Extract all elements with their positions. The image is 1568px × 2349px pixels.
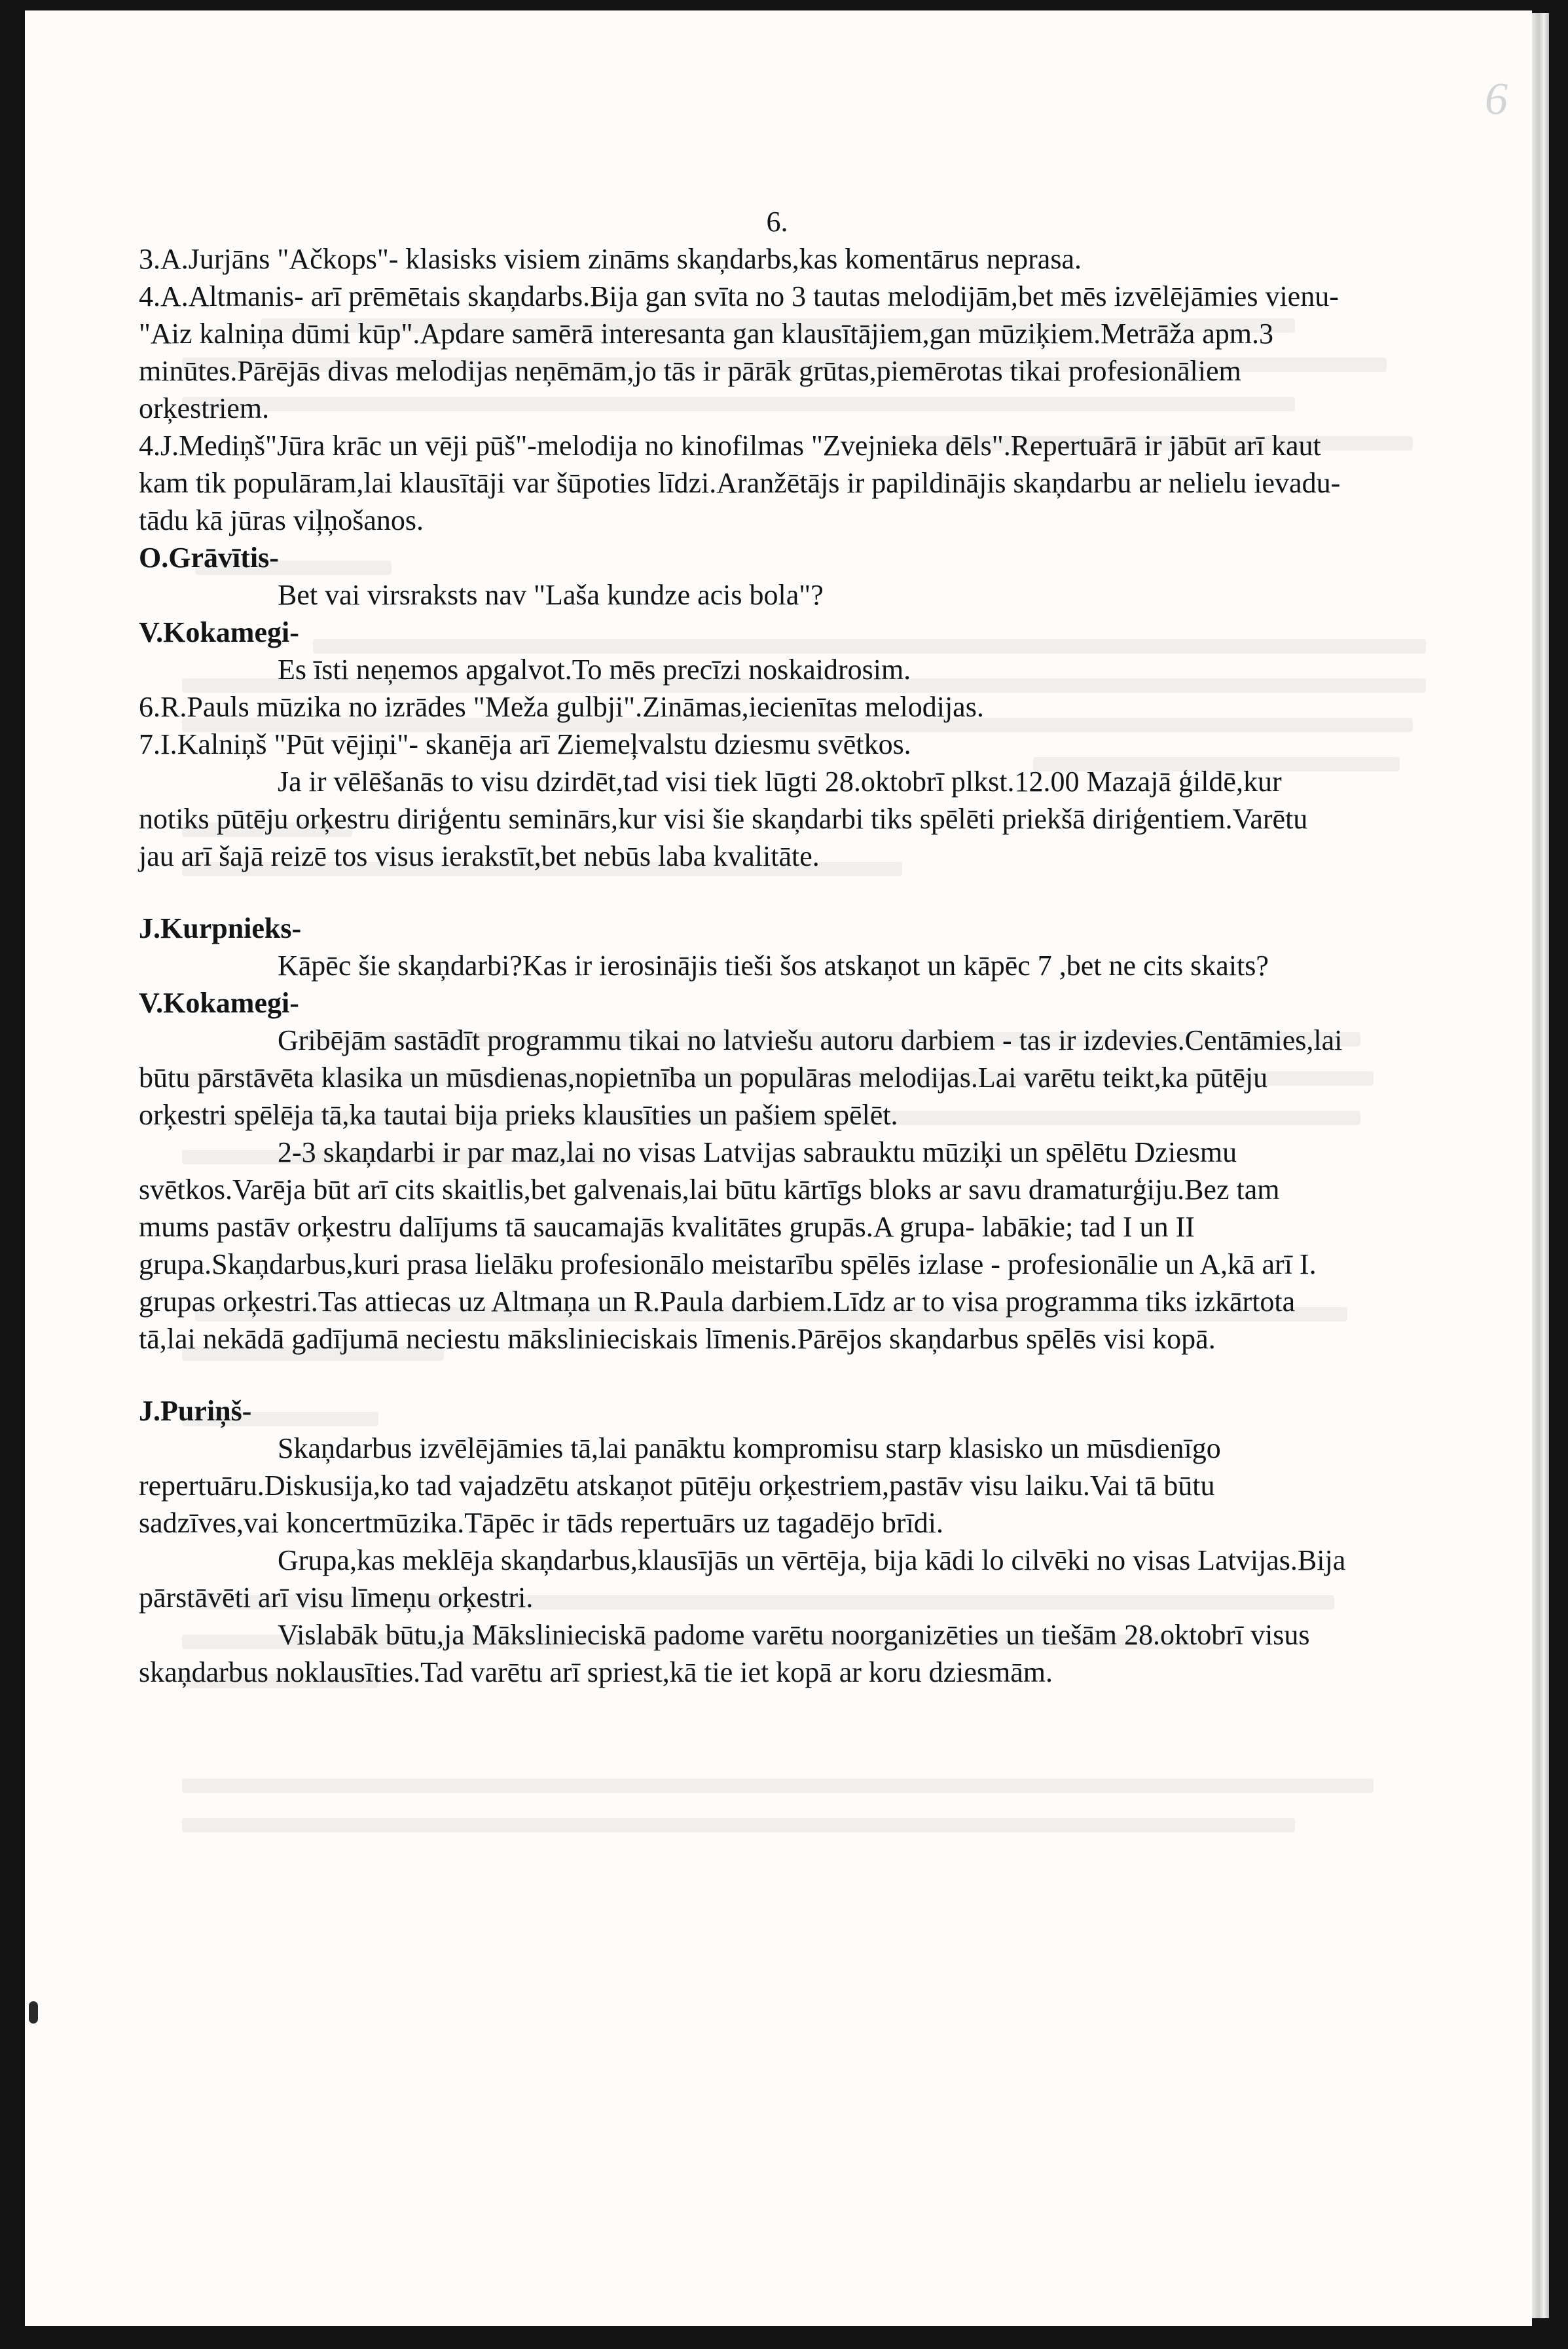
speaker-name: V.Kokamegi- xyxy=(139,987,299,1019)
item-paragraph: 3.A.Jurjāns "Ačkops"- klasisks visiem zināms skaņdarbs,kas komentārus neprasa. xyxy=(139,243,1082,275)
speaker-name: O.Grāvītis- xyxy=(139,542,279,574)
page-number: 6. xyxy=(766,206,788,238)
speech-paragraph: Gribējām sastādīt programmu tikai no latviešu autoru darbiem - tas ir izdevies.Centāmies,lai būtu pārstāvēta klasika un mūsdienas,nopietnība un populāras melodijas.Lai varētu teikt,ka pūtēju orķestri spēlēja tā,ka tautai bija prieks klausīties un pašiem spēlēt. xyxy=(139,1024,1343,1131)
speaker-name: J.Kurpnieks- xyxy=(139,912,302,944)
speech-paragraph: Bet vai virsraksts nav "Laša kundze acis bola"? xyxy=(278,579,824,611)
speech-paragraph: Skaņdarbus izvēlējāmies tā,lai panāktu kompromisu starp klasisko un mūsdienīgo repertuāru.Diskusija,ko tad vajadzētu atskaņot pūtēju orķestriem,pastāv visu laiku.Vai tā būtu sadzīves,vai koncertmūzika.Tāpēc ir tāds repertuārs uz tagadējo brīdi. xyxy=(139,1432,1221,1539)
item-paragraph: 4.J.Mediņš"Jūra krāc un vēji pūš"-melodija no kinofilmas "Zvejnieka dēls".Repertuārā ir jābūt arī kaut kam tik populāram,lai klausītāji var šūpoties līdzi.Aranžētājs ir papildinājis skaņdarbu ar nelielu ievadu-tādu kā jūras viļņošanos. xyxy=(139,430,1341,536)
corner-page-mark: 6 xyxy=(1485,74,1508,124)
speech-paragraph: Vislabāk būtu,ja Mākslinieciskā padome varētu noorganizēties un tiešām 28.oktobrī visus skaņdarbus noklausīties.Tad varētu arī spriest,kā tie iet kopā ar koru dziesmām. xyxy=(139,1619,1310,1688)
speech-paragraph: Ja ir vēlēšanās to visu dzirdēt,tad visi tiek lūgti 28.oktobrī plkst.12.00 Mazajā ģildē,kur notiks pūtēju orķestru diriģentu seminārs,kur visi šie skaņdarbi tiks spēlēti priekšā diriģentiem.Varētu jau arī šajā reizē tos visus ierakstīt,bet nebūs laba kvalitāte. xyxy=(139,766,1308,872)
document-body xyxy=(139,203,1350,1691)
speech-paragraph: 2-3 skaņdarbi ir par maz,lai no visas Latvijas sabrauktu mūziķi un spēlētu Dziesmu svētkos.Varēja būt arī cits skaitlis,bet galvenais,lai būtu kārtīgs bloks ar savu dramaturģiju.Bez tam mums pastāv orķestru dalījums tā saucamajās kvalitātes grupās.A grupa- labākie; tad I un II grupa.Skaņdarbus,kuri prasa lielāku profesionālo meistarību spēlēs izlase - profesionālie un A,kā arī I. grupas orķestri.Tas attiecas uz Altmaņa un R.Paula darbiem.Līdz ar to visa programma tiks izkārtota tā,lai nekādā gadījumā neciestu mākslinieciskais līmenis.Pārējos skaņdarbus spēlēs visi kopā. xyxy=(139,1136,1317,1355)
speaker-name: V.Kokamegi- xyxy=(139,616,299,648)
speech-paragraph: Es īsti neņemos apgalvot.To mēs precīzi noskaidrosim. xyxy=(278,654,911,686)
item-paragraph: 6.R.Pauls mūzika no izrādes "Meža gulbji".Zināmas,iecienītas melodijas. xyxy=(139,691,984,723)
speech-paragraph: Kāpēc šie skaņdarbi?Kas ir ierosinājis tieši šos atskaņot un kāpēc 7 ,bet ne cits skaits? xyxy=(278,950,1269,982)
speaker-name: J.Puriņš- xyxy=(139,1395,252,1427)
page-edge xyxy=(1532,13,1549,2318)
speech-paragraph: Grupa,kas meklēja skaņdarbus,klausījās un vērtēja, bija kādi lo cilvēki no visas Latvijas.Bija pārstāvēti arī visu līmeņu orķestri. xyxy=(139,1544,1346,1614)
item-paragraph: 4.A.Altmanis- arī prēmētais skaņdarbs.Bija gan svīta no 3 tautas melodijām,bet mēs izvēlējāmies vienu- "Aiz kalniņa dūmi kūp".Apdare samērā interesanta gan klausītājiem,gan mūziķiem.Metrāža apm.3 minūtes.Pārējās divas melodijas neņēmām,jo tās ir pārāk grūtas,piemērotas tikai profesionāliem orķestriem. xyxy=(139,280,1339,424)
binding-hole xyxy=(29,2001,38,2024)
item-paragraph: 7.I.Kalniņš "Pūt vējiņi"- skanēja arī Ziemeļvalstu dziesmu svētkos. xyxy=(139,728,911,760)
